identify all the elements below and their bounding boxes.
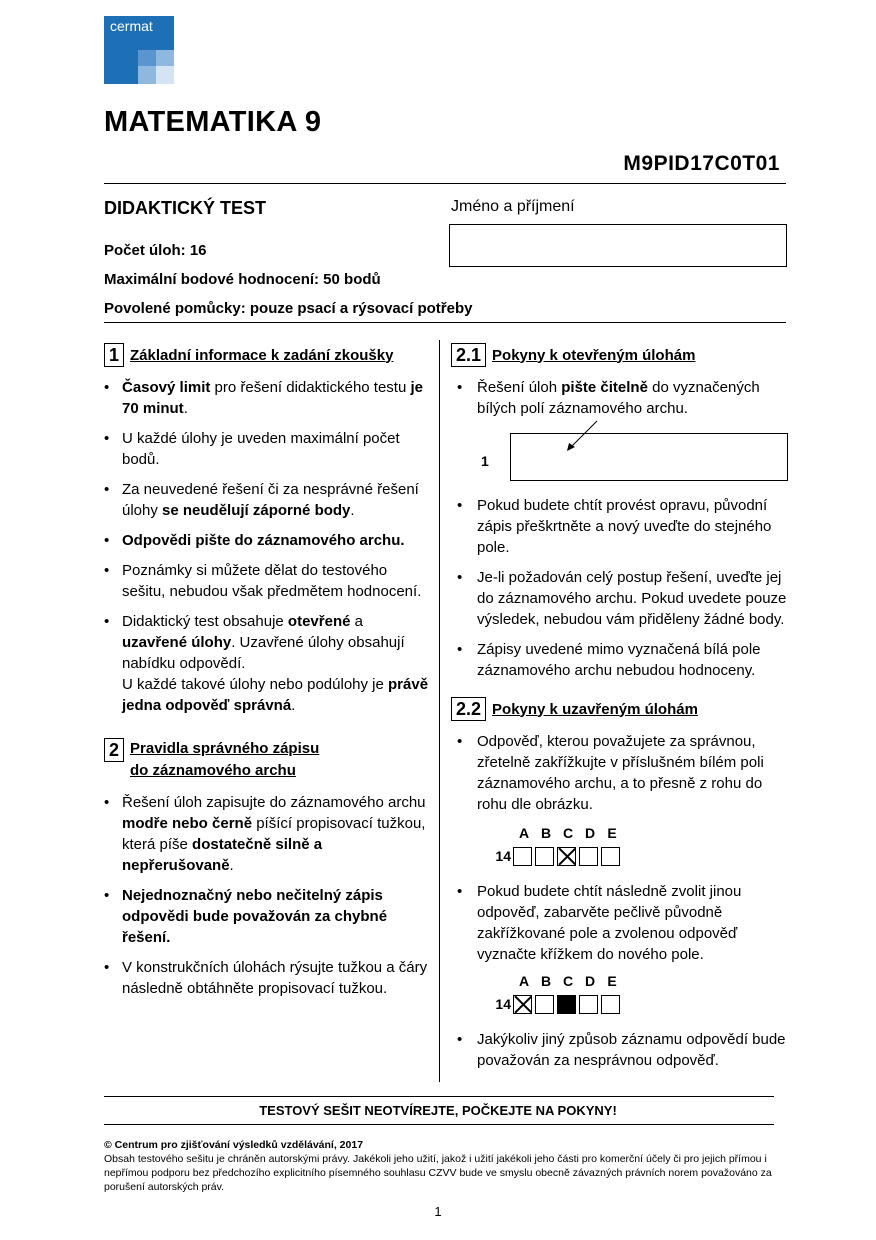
section-number: 2 xyxy=(104,738,124,762)
answer-letters: A B C D E xyxy=(518,825,617,841)
cermat-logo xyxy=(104,16,174,84)
section-title: Pokyny k uzavřeným úlohám xyxy=(492,700,698,718)
closed-answer-example-corrected xyxy=(451,994,791,1015)
list-item: • Řešení úloh pište čitelně do vyznačených bílých polí záznamového archu. xyxy=(457,379,760,417)
arrow-icon xyxy=(561,419,601,455)
footer-notice: TESTOVÝ SEŠIT NEOTVÍREJTE, POČKEJTE NA POKYNY! xyxy=(259,1103,617,1118)
example-number: 1 xyxy=(481,453,489,469)
section-number: 1 xyxy=(104,343,124,367)
checkbox-filled xyxy=(557,995,576,1014)
checkbox xyxy=(535,995,554,1014)
test-code: M9PID17C0T01 xyxy=(623,152,780,175)
list-item: • U každé úlohy je uveden maximální počet bodů. xyxy=(104,430,400,468)
list-item: • Nejednoznačný nebo nečitelný zápis odpovědi bude považován za chybné řešení. xyxy=(104,887,388,946)
legal-text: Obsah testového sešitu je chráněn autorskými právy. Jakékoli jeho užití, jakož i užití jakékoli jeho části pro komerční účely či pro jejich přímou i nepřímou podporu bez předchozího explicitního písemného souhlasu CZVV bude ve smyslu obecně závazných právních norem považováno za porušení autorských práv. xyxy=(104,1153,772,1193)
answer-letters: A B C D E xyxy=(518,973,617,989)
section-title: do záznamového archu xyxy=(130,762,296,779)
section-2-1-header xyxy=(451,343,791,367)
list-item: • Odpovědi pište do záznamového archu. xyxy=(104,532,405,549)
name-field[interactable] xyxy=(449,224,787,267)
checkbox xyxy=(535,847,554,866)
checkbox-crossed xyxy=(557,847,576,866)
logo-square xyxy=(138,66,156,84)
list-item: • Odpověď, kterou považujete za správnou, zřetelně zakřížkujte v příslušném bílém poli záznamového archu, a to přesně z rohu do rohu dle obrázku. xyxy=(457,733,764,813)
example-number: 14 xyxy=(495,996,511,1012)
list-item: • Je-li požadován celý postup řešení, uveďte jej do záznamového archu. Pokud uvedete pouze výsledek, nebudou vám přiděleny žádné body. xyxy=(457,569,787,628)
list-item: • Zápisy uvedené mimo vyznačená bílá pole záznamového archu nebudou hodnoceny. xyxy=(457,641,761,679)
section-title: Základní informace k zadání zkoušky xyxy=(130,346,394,364)
divider xyxy=(104,183,786,184)
checkbox xyxy=(601,995,620,1014)
test-type: DIDAKTICKÝ TEST xyxy=(104,198,266,218)
list-item: • Časový limit pro řešení didaktického testu je 70 minut. xyxy=(104,379,424,417)
divider xyxy=(104,1096,774,1097)
section-number: 2.2 xyxy=(451,697,486,721)
answer-field-example xyxy=(510,433,788,481)
page-title: MATEMATIKA 9 xyxy=(104,106,322,138)
section-2-2-header xyxy=(451,697,791,721)
allowed-tools: Povolené pomůcky: pouze psací a rýsovací potřeby xyxy=(104,300,473,317)
right-column xyxy=(451,343,791,1071)
column-divider xyxy=(439,340,440,1082)
section-1-header xyxy=(104,343,430,367)
section-2-header xyxy=(104,738,430,782)
left-column xyxy=(104,343,430,999)
list-item: • V konstrukčních úlohách rýsujte tužkou a čáry následně obtáhněte propisovací tužkou. xyxy=(104,959,428,997)
list-item: • Pokud budete chtít provést opravu, původní zápis přeškrtněte a nový uveďte do stejného pole. xyxy=(457,497,772,556)
name-label: Jméno a příjmení xyxy=(451,198,575,215)
checkbox xyxy=(579,847,598,866)
copyright: © Centrum pro zjišťování výsledků vzdělávání, 2017 xyxy=(104,1139,364,1151)
example-number: 14 xyxy=(495,848,511,864)
list-item: • Jakýkoliv jiný způsob záznamu odpovědí bude považován za nesprávnou odpověď. xyxy=(457,1031,786,1069)
list-item: • Řešení úloh zapisujte do záznamového archu modře nebo černě píšící propisovací tužkou, která píše dostatečně silně a nepřerušovaně. xyxy=(104,794,426,874)
max-points: Maximální bodové hodnocení: 50 bodů xyxy=(104,271,381,288)
divider xyxy=(104,322,786,323)
logo-square xyxy=(156,66,174,84)
list-item: • Didaktický test obsahuje otevřené a uzavřené úlohy. Uzavřené úlohy obsahují nabídku odpovědí. U každé takové úlohy nebo podúlohy je právě jedna odpověď správná. xyxy=(104,613,429,714)
section-title: Pravidla správného zápisu xyxy=(130,740,320,757)
section-title: Pokyny k otevřeným úlohám xyxy=(492,346,696,364)
list-item: • Pokud budete chtít následně zvolit jinou odpověď, zabarvěte pečlivě původně zakřížkované pole a zvolenou odpověď vyznačte křížkem do nového pole. xyxy=(457,883,742,963)
section-number: 2.1 xyxy=(451,343,486,367)
copyright-block xyxy=(104,1138,784,1194)
closed-answer-example xyxy=(451,846,791,867)
task-count: Počet úloh: 16 xyxy=(104,242,207,259)
page-number: 1 xyxy=(434,1204,442,1219)
divider xyxy=(104,1124,774,1125)
checkbox-crossed xyxy=(513,995,532,1014)
checkbox xyxy=(513,847,532,866)
checkbox xyxy=(601,847,620,866)
list-item: • Za neuvedené řešení či za nesprávné řešení úlohy se neudělují záporné body. xyxy=(104,481,419,519)
checkbox xyxy=(579,995,598,1014)
open-answer-example xyxy=(451,425,791,487)
logo-text: cermat xyxy=(110,18,153,34)
list-item: • Poznámky si můžete dělat do testového sešitu, nebudou však předmětem hodnocení. xyxy=(104,562,422,600)
